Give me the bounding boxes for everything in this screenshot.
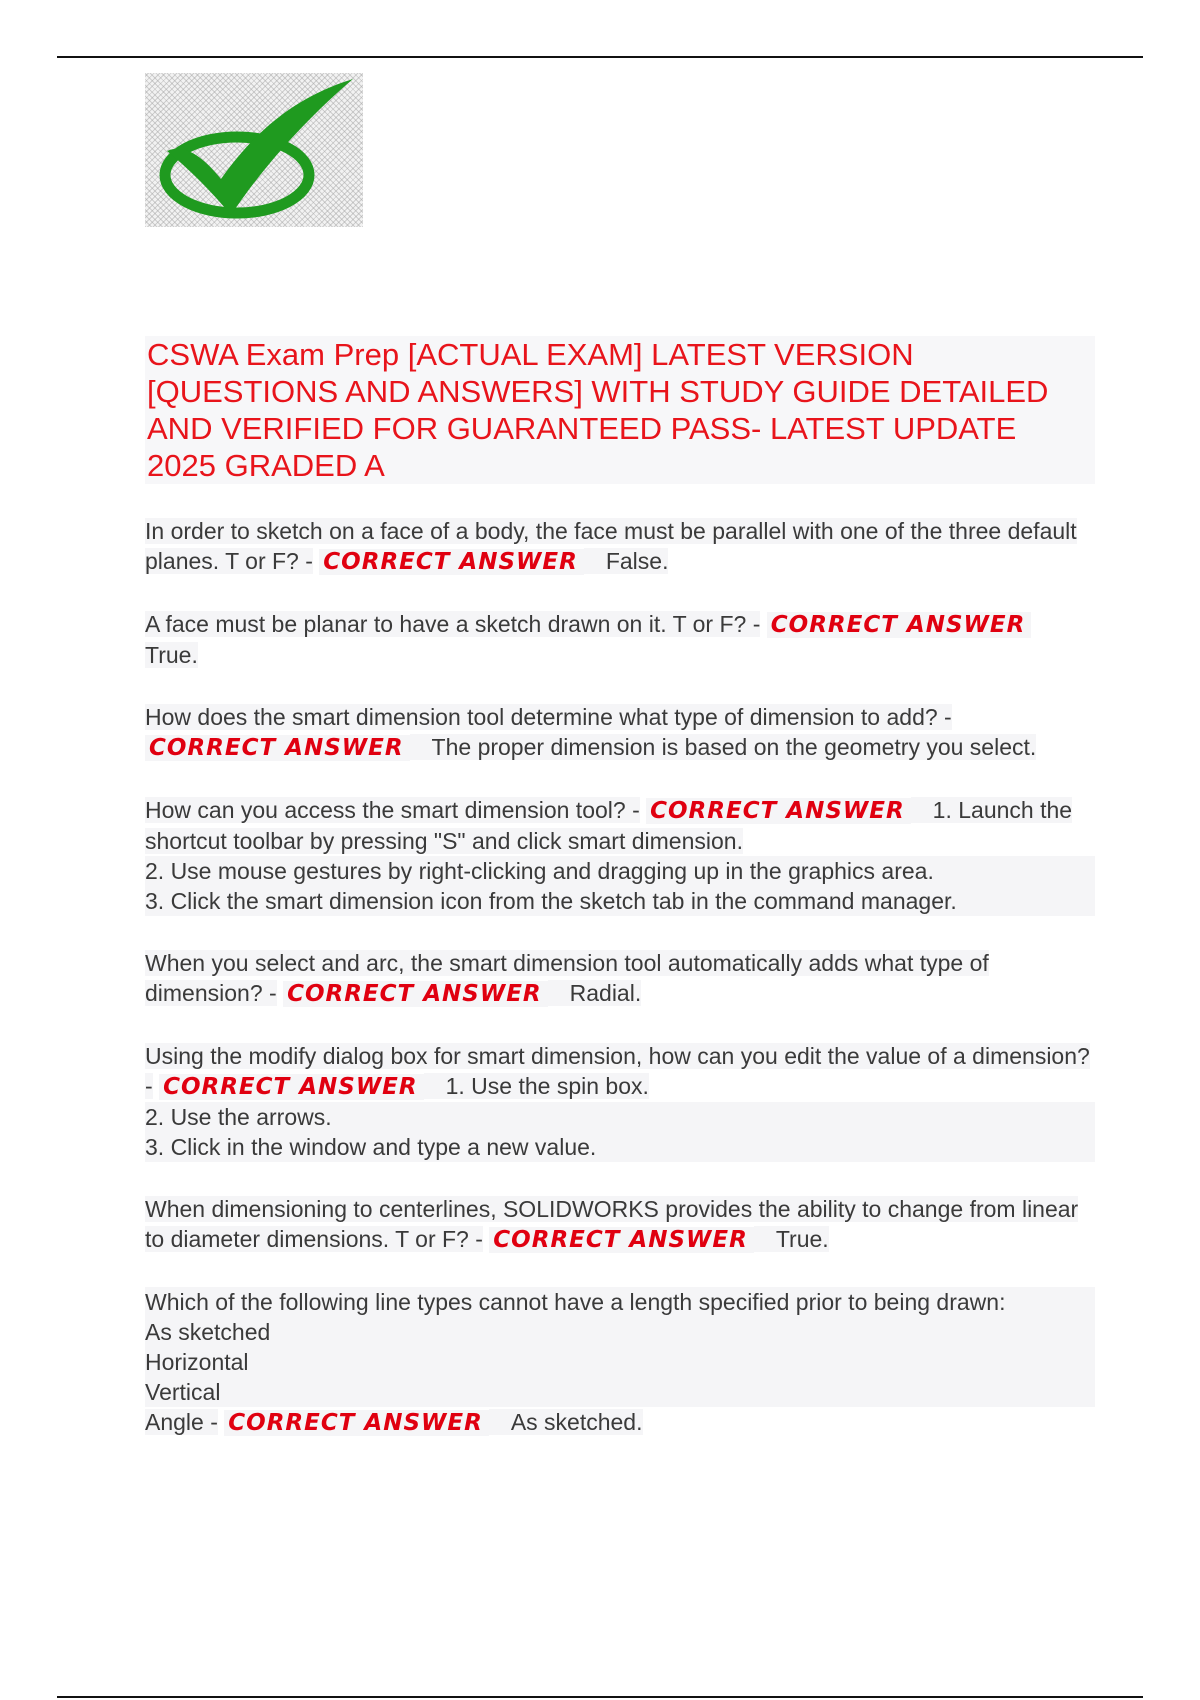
qa-item: [145, 1287, 1095, 1438]
answer-text: True.: [754, 1226, 829, 1252]
correct-answer-label: CORRECT ANSWER: [159, 1074, 424, 1100]
qa-item: [145, 516, 1095, 577]
question-text: Using the modify dialog box for smart dimension, how can you edit the value of a dimension? -: [145, 1043, 1090, 1099]
answer-text: 1. Launch the shortcut toolbar by pressing "S" and click smart dimension.: [145, 797, 1073, 854]
qa-item: [145, 948, 1095, 1009]
answer-text: Radial.: [548, 980, 642, 1006]
correct-answer-label: CORRECT ANSWER: [489, 1227, 754, 1253]
qa-item: [145, 702, 1095, 763]
correct-answer-label: CORRECT ANSWER: [646, 798, 911, 824]
answer-text: As sketched.: [489, 1409, 643, 1435]
question-text: How can you access the smart dimension tool? -: [145, 797, 640, 823]
qa-item: [145, 1194, 1095, 1255]
correct-answer-label: CORRECT ANSWER: [283, 981, 548, 1007]
qa-item: [145, 795, 1095, 916]
option-text: Angle -: [145, 1409, 218, 1435]
answer-line: 2. Use the arrows.: [145, 1102, 1095, 1132]
answer-text: The proper dimension is based on the geometry you select.: [410, 734, 1037, 760]
question-text: In order to sketch on a face of a body, the face must be parallel with one of the three default planes. T or F? -: [145, 518, 1077, 574]
question-text: When dimensioning to centerlines, SOLIDWORKS provides the ability to change from linear to diameter dimensions. T or F? -: [145, 1196, 1079, 1252]
correct-answer-label: CORRECT ANSWER: [767, 612, 1032, 638]
qa-item: [145, 1041, 1095, 1162]
top-rule: [57, 56, 1143, 58]
answer-line: 2. Use mouse gestures by right-clicking and dragging up in the graphics area.: [145, 856, 1095, 886]
question-text: How does the smart dimension tool determine what type of dimension to add? -: [145, 704, 952, 730]
correct-answer-label: CORRECT ANSWER: [319, 549, 584, 575]
answer-text: 1. Use the spin box.: [424, 1073, 649, 1099]
answer-line: 3. Click in the window and type a new value.: [145, 1132, 1095, 1162]
option-text: Vertical: [145, 1377, 1095, 1407]
document-body: [145, 336, 1095, 1470]
checkmark-logo: [145, 73, 363, 227]
question-text: A face must be planar to have a sketch drawn on it. T or F? -: [145, 611, 761, 637]
green-checkmark-icon: [145, 73, 363, 227]
answer-text: True.: [145, 642, 198, 668]
qa-item: [145, 609, 1095, 670]
correct-answer-label: CORRECT ANSWER: [224, 1410, 489, 1436]
option-text: Horizontal: [145, 1347, 1095, 1377]
document-title: CSWA Exam Prep [ACTUAL EXAM] LATEST VERSION [QUESTIONS AND ANSWERS] WITH STUDY GUIDE DETAILED AND VERIFIED FOR GUARANTEED PASS- LATEST UPDATE 2025 GRADED A: [145, 336, 1095, 484]
answer-line: 3. Click the smart dimension icon from the sketch tab in the command manager.: [145, 886, 1095, 916]
question-text: When you select and arc, the smart dimension tool automatically adds what type of dimension? -: [145, 950, 989, 1006]
correct-answer-label: CORRECT ANSWER: [145, 735, 410, 761]
option-text: As sketched: [145, 1317, 1095, 1347]
question-text: Which of the following line types cannot have a length specified prior to being drawn:: [145, 1287, 1095, 1317]
answer-text: False.: [584, 548, 669, 574]
bottom-rule: [57, 1696, 1143, 1698]
